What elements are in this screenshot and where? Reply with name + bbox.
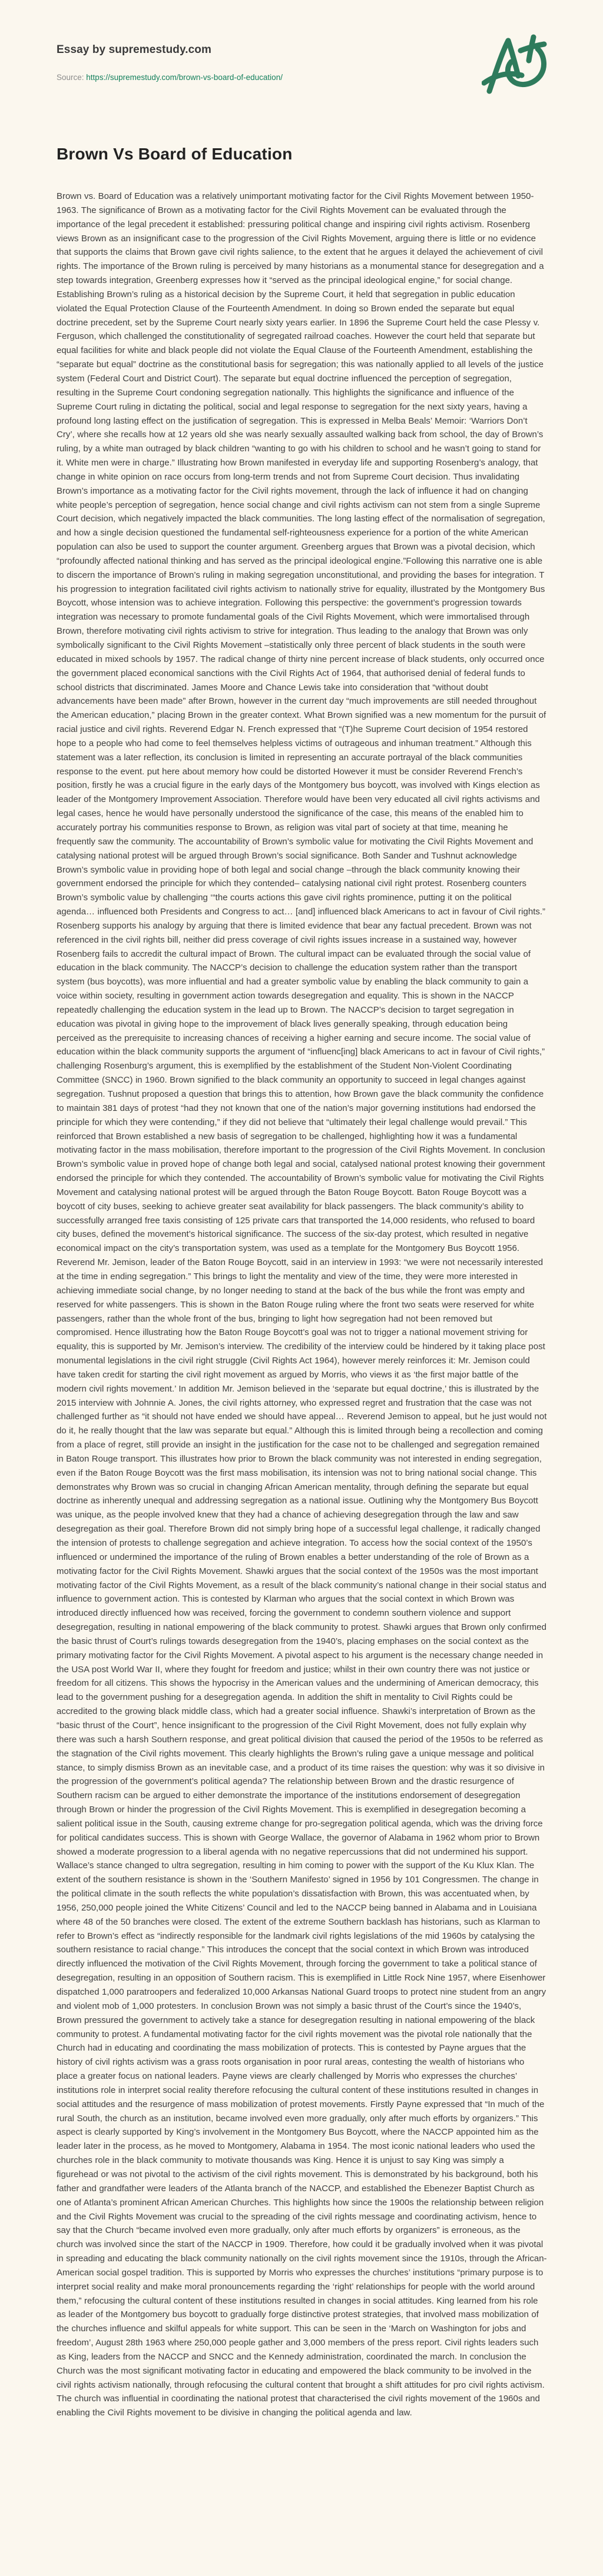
header-byline: Essay by supremestudy.com bbox=[57, 44, 211, 56]
source-line bbox=[57, 73, 283, 82]
source-link[interactable]: https://supremestudy.com/brown-vs-board-of-education/ bbox=[86, 73, 283, 82]
essay-paragraph: Brown vs. Board of Education was a relatively unimportant motivating factor for the Civil Rights Movement between 1950-1963. The significance of Brown as a motivating factor for the Civil Rights Movement can be evaluated through the importance of the legal precedent it established: pressuring political change and inspiring civil rights activism. Rosenberg views Brown as an insignificant case to the progression of the Civil Rights Movement, arguing there is little or no evidence that supports the claims that Brown gave civil rights salience, to the extent that he argues it delayed the achievement of civil rights. The importance of the Brown ruling is perceived by many historians as a monumental stance for desegregation and a step towards integration, Greenberg expresses how it “served as the principal ideological engine,” for social change. Establishing Brown’s ruling as a historical decision by the Supreme Court, it held that segregation in public education violated the Equal Protection Clause of the Fourteenth Amendment. In doing so Brown ended the separate but equal doctrine precedent, set by the Supreme Court nearly sixty years earlier. In 1896 the Supreme Court held the case Plessy v. Ferguson, which challenged the constitutionality of segregated railroad coaches. However the court held that separate but equal facilities for white and black people did not violate the Equal Clause of the Fourteenth Amendment, establishing the “separate but equal” doctrine as the constitutional basis for segregation; this was nationally applied to all levels of the justice system (Federal Court and District Court). The separate but equal doctrine influenced the perception of segregation, resulting in the Supreme Court condoning segregation nationally. This highlights the significance and influence of the Supreme Court ruling in dictating the political, social and legal response to segregation for the next sixty years, having a profound long lasting effect on the justification of segregation. This is expressed in Melba Beals’ Memoir: ‘Warriors Don’t Cry’, where she recalls how at 12 years old she was nearly sexually assaulted walking back from school, the day of Brown’s ruling, by a white man outraged by black children “wanting to go with his children to school and he wasn’t going to stand for it. White men were in charge.” Illustrating how Brown manifested in everyday life and supporting Rosenberg’s analogy, that change in white opinion on race occurs from long-term trends and not from Supreme Court decision. Thus invalidating Brown’s importance as a motivating factor for the Civil rights movement, through the lack of influence it had on changing white people’s perception of segregation, hence social change and civil rights activism can not stem from a single Supreme Court decision, which negatively impacted the black communities. The long lasting effect of the normalisation of segregation, and how a single decision questioned the fundamental self-righteousness experience for a portion of the white American population can also be used to support the counter argument. Greenberg argues that Brown was a pivotal decision, which “profoundly affected national thinking and has served as the principal ideological engine.”Following this narrative one is able to discern the importance of Brown’s ruling in making segregation unconstitutional, and providing the bases for integration. T his progression to integration facilitated civil rights activism to nationally strive for equality, illustrated by the Montgomery Bus Boycott, whose intension was to achieve integration. Following this perspective: the government’s progression towards integration was necessary to promote fundamental goals of the Civil Rights Movement, which were immortalised through Brown, therefore motivating civil rights activism to strive for integration. Thus leading to the analogy that Brown was only symbolically significant to the Civil Rights Movement –statistically only three percent of black students in the south were educated in mixed schools by 1957. The radical change of thirty nine percent increase of black students, only occurred once the government placed economical sanctions with the Civil Rights Act of 1964, that authorised denial of federal funds to school districts that discriminated. James Moore and Chance Lewis take into consideration that “without doubt advancements have been made” after Brown, however in the current day “much improvements are still needed throughout the American education,” placing Brown in the greater context. What Brown signified was a new momentum for the pursuit of racial justice and civil rights. Reverend Edgar N. French expressed that “(T)he Supreme Court decision of 1954 restored hope to a people who had come to feel themselves helpless victims of outrageous and inhuman treatment.” Although this statement was a later reflection, its conclusion is limited in representing an accurate portrayal of the black communities response to the event. put here about memory how could be distorted However it must be consider Reverend French’s position, firstly he was a crucial figure in the early days of the Montgomery bus boycott, was involved with Kings election as leader of the Montgomery Improvement Association. Therefore would have been very educated all civil rights activisms and legal cases, hence he would have personally understood the significance of the case, this means of the enabled him to accurately portray his communities response to Brown, as religion was vital part of society at that time, meaning he frequently saw the community. The accountability of Brown’s symbolic value for motivating the Civil Rights Movement and catalysing national protest will be argued through Brown’s social significance. Both Sander and Tushnut acknowledge Brown’s symbolic value in providing hope of both legal and social change –through the black community knowing their government endorsed the principle for which they contended– catalysing national civil right protest. Rosenberg counters Brown’s symbolic value by challenging ‘“the courts actions this gave civil rights prominence, putting it on the political agenda… influenced both Presidents and Congress to act… [and] influenced black Americans to act in favour of Civil rights.” Rosenberg supports his analogy by arguing that there is limited evidence that bear any factual precedent. Brown was not referenced in the civil rights bill, neither did press coverage of civil rights issues increase in a sustained way, however Rosenberg fails to accredit the cultural impact of Brown. The cultural impact can be evaluated through the social value of education in the black community. The NACCP’s decision to challenge the education system rather than the transport system (bus boycotts), was more influential and had a greater symbolic value by enabling the black community to gain a voice within society, resulting in government action towards desegregation and equality. This is shown in the NACCP repeatedly challenging the education system in the lead up to Brown. The NACCP’s decision to target segregation in education was pivotal in giving hope to the improvement of black lives generally speaking, through education being perceived as the prerequisite to increasing chances of receiving a higher earning and secure income. The social value of education within the black community supports the argument of “influenc[ing] black Americans to act in favour of Civil rights,” challenging Rosenburg’s argument, this is exemplified by the establishment of the Student Non-Violent Coordinating Committee (SNCC) in 1960. Brown signified to the black community an opportunity to succeed in legal changes against segregation. Tushnut proposed a question that brings this to attention, how Brown gave the black community the confidence to maintain 381 days of protest “had they not known that one of the nation’s major governing institutions had endorsed the principle for which they were contending,” if they did not believe that “ultimately their legal challenge would prevail.” This reinforced that Brown established a new basis of segregation to be challenged, highlighting how it was a fundamental motivating factor in the mass mobilisation, therefore important to the progression of the Civil Rights Movement. In conclusion Brown’s symbolic value in proved hope of change both legal and social, catalysed national protest knowing their government endorsed the principle for which they contended. The accountability of Brown’s symbolic value for motivating the Civil Rights Movement and catalysing national protest will be argued through the Baton Rouge Boycott. Baton Rouge Boycott was a boycott of city buses, seeking to achieve greater seat availability for black passengers. The black community’s ability to successfully arranged free taxis consisting of 125 private cars that transported the 14,000 residents, who refused to board city buses, defined the movement’s historical significance. The success of the six-day protest, which resulted in negative economical impact on the city’s transportation system, was used as a template for the Montgomery Bus Boycott 1956. Reverend Mr. Jemison, leader of the Baton Rouge Boycott, said in an interview in 1993: “we were not necessarily interested at the time in ending segregation.” This brings to light the mentality and view of the time, they were more interested in achieving immediate social change, by no longer needing to stand at the back of the bus while the front was empty and reserved for white passengers. This is shown in the Baton Rouge ruling where the front two seats were reserved for white passengers, rather than the whole front of the bus, bringing to light how segregation had not been removed but compromised. Hence illustrating how the Baton Rouge Boycott’s goal was not to trigger a national movement striving for equality, this is supported by Mr. Jemison’s interview. The credibility of the interview could be hindered by it taking place post monumental legislations in the civil right struggle (Civil Rights Act 1964), however merely reinforces it: Mr. Jemison could have taken credit for starting the civil right movement as argued by Morris, who views it as ‘the first major battle of the modern civil rights movement.’ In addition Mr. Jemison believed in the ‘separate but equal doctrine,’ this is illustrated by the 2015 interview with Johnnie A. Jones, the civil rights attorney, who expressed regret and frustration that the case was not challenged further as “it should not have ended we should have appeal… Reverend Jemison to appeal, but he just would not do it, he really thought that the law was separate but equal.” Although this is limited through being a recollection and coming from a place of regret, still provide an insight in the justification for the case not to be challenged and segregation remained in Baton Rouge transport. This illustrates how prior to Brown the black community was not interested in ending segregation, even if the Baton Rouge Boycott was the first mass mobilisation, its intension was not to bring national social change. This demonstrates why Brown was so crucial in changing African American mentality, through defining the separate but equal doctrine as inherently unequal and addressing segregation as a national issue. Outlining why the Montgomery Bus Boycott was unique, as the people involved knew that they had a chance of achieving desegregation through the law and saw desegregation as their goal. Therefore Brown did not simply bring hope of a successful legal challenge, it radically changed the intension of protests to challenge segregation and achieve integration. To access how the social context of the 1950’s influenced or undermined the importance of the ruling of Brown enables a better understanding of the role of Brown as a motivating factor for the Civil Rights Movement. Shawki argues that the social context of the 1950s was the most important motivating factor of the Civil Rights Movement, as a result of the black community’s national change in their social status and influence to government action. This is contested by Klarman who argues that the social context in which Brown was introduced directly influenced how was received, forcing the government to condemn southern violence and support desegregation, resulting in national empowering of the black community to protest. Shawki argues that Brown only confirmed the basic thrust of Court’s rulings towards desegregation from the 1940’s, placing emphases on the social context as the primary motivating factor for the Civil Rights Movement. A pivotal aspect to his argument is the necessary change needed in the USA post World War II, where they fought for freedom and justice; whilst in their own country there was not justice or freedom for all citizens. This shows the hypocrisy in the American values and the undermining of American democracy, this lead to the government pushing for a desegregation agenda. In addition the shift in mentality to Civil Rights could be accredited to the growing black middle class, which had a greater social influence. Shawki’s interpretation of Brown as the “basic thrust of the Court”, hence insignificant to the progression of the Civil Right Movement, does not fully explain why there was such a harsh Southern response, and great political division that caused the period of the 1950s to be referred as the stagnation of the Civil rights movement. This clearly highlights the Brown’s ruling gave a unique message and political stance, to simply dismiss Brown as an inevitable case, and a product of its time raises the question: why was it so divisive in the progression of the government’s political agenda? The relationship between Brown and the drastic resurgence of Southern racism can be argued to either demonstrate the importance of the institutions endorsement of desegregation through Brown or hinder the progression of the Civil Rights Movement. This is exemplified in desegregation becoming a salient political issue in the South, causing extreme change for pro-segregation political agenda, which was the driving force for political candidates success. This is shown with George Wallace, the governor of Alabama in 1962 whom prior to Brown showed a moderate progression to a liberal agenda with no negative repercussions that did not undermined his support. Wallace’s stance changed to ultra segregation, resulting in him coming to power with the support of the Ku Klux Klan. The extent of the southern resistance is shown in the ‘Southern Manifesto’ signed in 1956 by 101 Congressmen. The change in the political climate in the south reflects the white population’s dissatisfaction with Brown, this was accentuated when, by 1956, 250,000 people joined the White Citizens’ Council and led to the NACCP being banned in Alabama and in Louisiana where 48 of the 50 branches were closed. The extent of the extreme Southern backlash has historians, such as Klarman to refer to Brown’s effect as “indirectly responsible for the landmark civil rights legislations of the mid 1960s by catalysing the southern resistance to racial change.” This introduces the concept that the social context in which Brown was introduced directly influenced the motivation of the Civil Rights Movement, through forcing the government to take a political stance of desegregation, resulting in an opposition of Southern racism. This is exemplified in Little Rock Nine 1957, where Eisenhower dispatched 1,000 paratroopers and federalized 10,000 Arkansas National Guard troops to protect nine student from an angry and violent mob of 1,000 protesters. In conclusion Brown was not simply a basic thrust of the Court’s since the 1940’s, Brown pressured the government to actively take a stance for desegregation resulting in national empowering of the black community to protest. A fundamental motivating factor for the civil rights movement was the pivotal role nationally that the Church had in educating and coordinating the mass mobilization of protects. This is contested by Payne argues that the history of civil rights activism was a grass roots organisation in poor rural areas, contesting the wealth of historians who place a greater focus on national leaders. Payne views are clearly challenged by Morris who expresses the churches’ institutions role in interpret social reality therefore refocusing the cultural content of these institutions resulted in changes in social attitudes and the resurgence of mass mobilization of protest movements. Firstly Payne expressed that “In much of the rural South, the church as an institution, became involved even more gradually, only after much efforts by organizers.” This aspect is clearly supported by King’s involvement in the Montgomery Bus Boycott, where the NACCP appointed him as the leader later in the process, as he moved to Montgomery, Alabama in 1954. The most iconic national leaders who used the churches role in the black community to motivate thousands was King. Hence it is unjust to say King was simply a figurehead or was not pivotal to the activism of the civil rights movement. This is demonstrated by his background, both his father and grandfather were leaders of the Atlanta branch of the NACCP, and established the Ebenezer Baptist Church as one of Atlanta’s prominent African American Churches. This highlights how since the 1900s the relationship between religion and the Civil Rights Movement was crucial to the spreading of the civil rights message and coordinating activism, hence to say that the Church “became involved even more gradually, only after much efforts by organizers” is erroneous, as the church was involved since the start of the NACCP in 1909. Therefore, how could it be gradually involved when it was pivotal in spreading and educating the black community nationally on the civil rights movement since the 1910s, through the African-American social gospel tradition. This is supported by Morris who expresses the churches’ institutions “primary purpose is to interpret social reality and make moral pronouncements regarding the ‘right’ relationships for people with the world around them,” refocusing the cultural content of these institutions resulted in changes in social attitudes. King learned from his role as leader of the Montgomery bus boycott to gradually forge distinctive protest strategies, that involved mass mobilization of the churches influence and skilful appeals for white support. This can be seen in the ‘March on Washington for jobs and freedom’, August 28th 1963 where 250,000 people gather and 3,000 members of the press report. Civil rights leaders such as King, leaders from the NACCP and SNCC and the Kennedy administration, coordinated the march. In conclusion the Church was the most significant motivating factor in educating and empowered the black community to be involved in the civil rights activism nationally, through refocusing the cultural content that brought a shift attitudes for pro civil rights activism. The church was influential in coordinating the national protest that characterised the civil rights movement of the 1960s and enabling the Civil Rights movement to be divisive in changing the political agenda and law. bbox=[57, 191, 547, 2418]
source-label: Source: bbox=[57, 73, 84, 82]
a-plus-logo-icon bbox=[482, 33, 549, 98]
page-title: Brown Vs Board of Education bbox=[57, 145, 293, 163]
